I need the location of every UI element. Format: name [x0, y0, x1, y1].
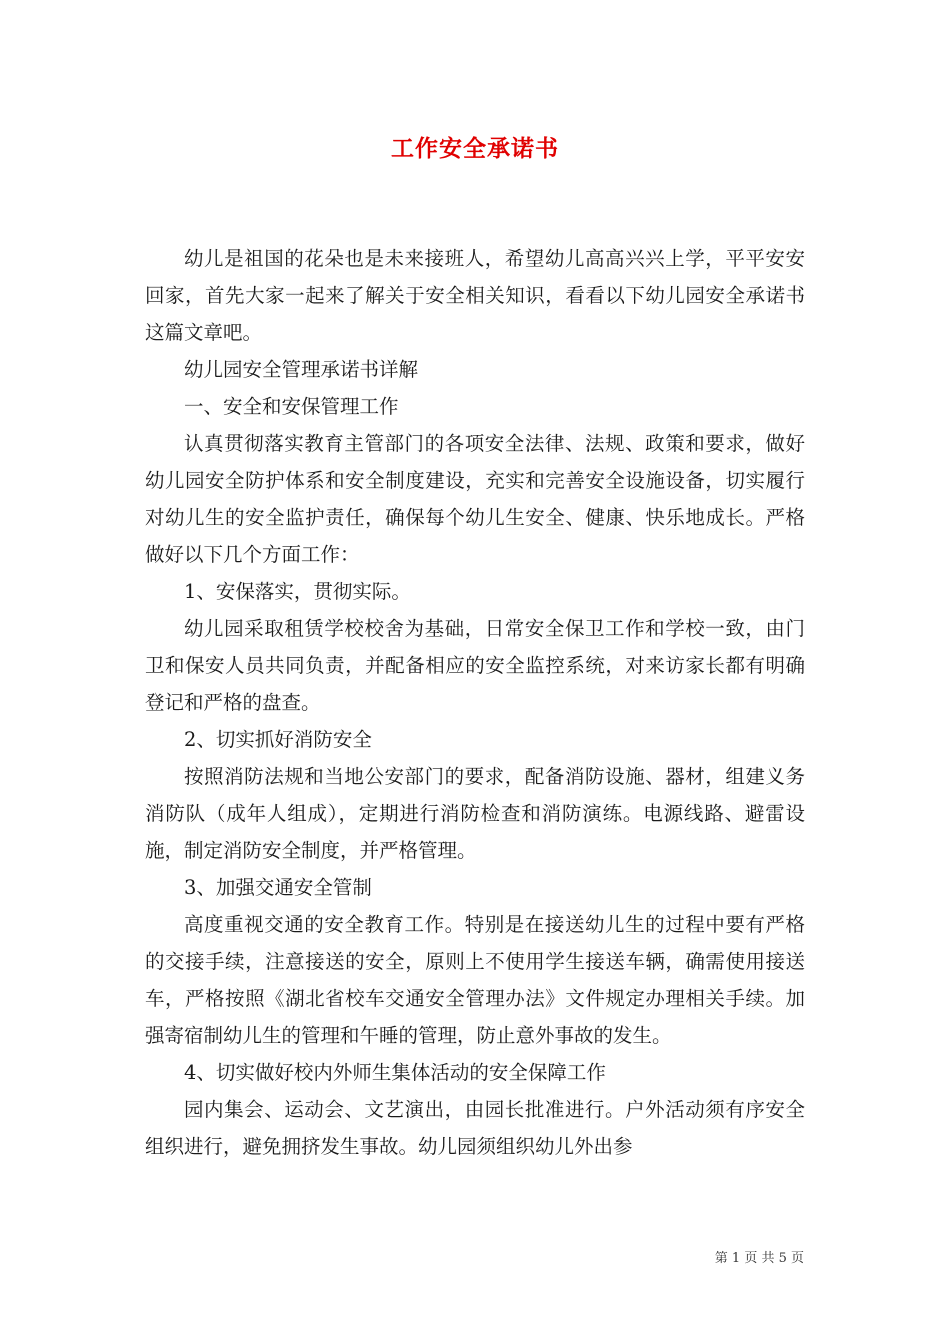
paragraph: 幼儿是祖国的花朵也是未来接班人，希望幼儿高高兴兴上学，平平安安回家，首先大家一起来了解关于安全相关知识，看看以下幼儿园安全承诺书这篇文章吧。 [145, 247, 805, 344]
paragraph: 认真贯彻落实教育主管部门的各项安全法律、法规、政策和要求，做好幼儿园安全防护体系和安全制度建设，充实和完善安全设施设备，切实履行对幼儿生的安全监护责任，确保每个幼儿生安全、健康、快乐地成长。严格做好以下几个方面工作： [145, 432, 805, 566]
paragraph: 一、安全和安保管理工作 [184, 395, 399, 418]
paragraph: 幼儿园采取租赁学校校舍为基础，日常安全保卫工作和学校一致，由门卫和保安人员共同负责，并配备相应的安全监控系统，对来访家长都有明确登记和严格的盘查。 [145, 617, 805, 714]
paragraph: 幼儿园安全管理承诺书详解 [184, 358, 419, 381]
paragraph: 1、安保落实，贯彻实际。 [184, 580, 411, 603]
page-number: 第 1 页 共 5 页 [714, 1251, 804, 1266]
paragraph: 3、加强交通安全管制 [184, 876, 372, 899]
paragraph: 园内集会、运动会、文艺演出，由园长批准进行。户外活动须有序安全组织进行，避免拥挤发生事故。幼儿园须组织幼儿外出参 [145, 1098, 805, 1158]
document-title: 工作安全承诺书 [391, 135, 559, 162]
paragraph: 2、切实抓好消防安全 [184, 728, 372, 751]
document-body [145, 240, 805, 1165]
paragraph: 4、切实做好校内外师生集体活动的安全保障工作 [184, 1061, 606, 1084]
paragraph: 按照消防法规和当地公安部门的要求，配备消防设施、器材，组建义务消防队（成年人组成），定期进行消防检查和消防演练。电源线路、避雷设施，制定消防安全制度，并严格管理。 [145, 765, 805, 862]
paragraph: 高度重视交通的安全教育工作。特别是在接送幼儿生的过程中要有严格的交接手续，注意接送的安全，原则上不使用学生接送车辆，确需使用接送车，严格按照《湖北省校车交通安全管理办法》文件规定办理相关手续。加强寄宿制幼儿生的管理和午睡的管理，防止意外事故的发生。 [145, 913, 805, 1047]
